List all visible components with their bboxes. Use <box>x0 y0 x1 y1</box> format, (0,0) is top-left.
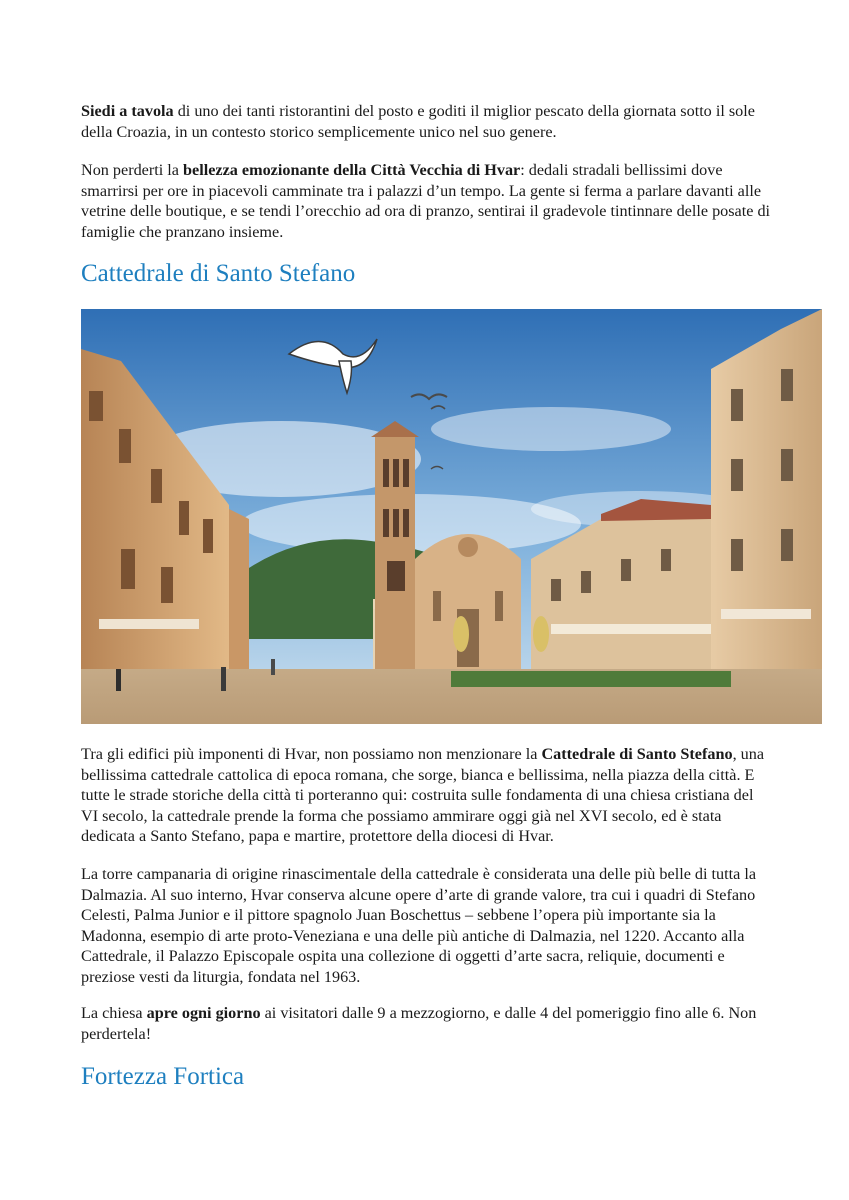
paragraph-text: di uno dei tanti ristorantini del posto e goditi il miglior pescato della giornata sotto il sole della Croazia, in un contesto storico semplicemente unico nel suo genere. <box>81 102 755 141</box>
bold-phrase: bellezza emozionante della Città Vecchia di Hvar <box>183 161 521 179</box>
paragraph-text: , una bellissima cattedrale cattolica di epoca romana, che sorge, bianca e bellissima, nella piazza della città. E tutte le strade storiche della città ti porteranno qui: costruita sulle fondamenta di una chiesa cristiana del VI secolo, la cattedrale prende la forma che possiamo ammirare oggi già nel XVI secolo, ed è stata dedicata a Santo Stefano, papa e martire, protettore della diocesi di Hvar. <box>81 745 765 846</box>
paragraph-text: : dedali stradali bellissimi dove smarrirsi per ore in piacevoli camminate tra i palazzi d’un tempo. La gente si ferma a parlare davanti alle vetrine delle boutique, e se tendi l’orecchio ad ora di pranzo, sentirai il gradevole tintinnare delle posate di famiglie che pranzano insieme. <box>81 161 771 241</box>
bold-phrase: apre ogni giorno <box>146 1004 261 1022</box>
cathedral-square-photo <box>81 309 822 724</box>
bold-phrase: Cattedrale di Santo Stefano <box>541 745 733 763</box>
paragraph-text: ai visitatori dalle 9 a mezzogiorno, e dalle 4 del pomeriggio fino alle 6. Non perdertela! <box>81 1004 757 1043</box>
bold-phrase: Siedi a tavola <box>81 102 174 120</box>
paragraph-text: Non perderti la <box>81 161 184 179</box>
section-heading-cathedral: Cattedrale di Santo Stefano <box>81 260 356 287</box>
paragraph-bell-tower: La torre campanaria di origine rinascimentale della cattedrale è considerata una delle più belle di tutta la Dalmazia. Al suo interno, Hvar conserva alcune opere d’arte di grande valore, tra cui i quadri di Stefano Celesti, Palma Junior e il pittore spagnolo Juan Boschettus – sebbene l’opera più importante sia la Madonna, esempio di arte proto-Veneziana e una delle più antiche di Dalmazia, nel 1220. Accanto alla Cattedrale, il Palazzo Episcopale ospita una collezione di oggetti d’arte sacra, reliquie, documenti e preziose vesti da liturgia, fondata nel 1963. <box>81 865 757 986</box>
paragraph-intro <box>81 101 771 142</box>
paragraph-opening-hours <box>81 1003 771 1044</box>
section-heading-fortress: Fortezza Fortica <box>81 1063 245 1090</box>
paragraph-text: Tra gli edifici più imponenti di Hvar, non possiamo non menzionare la <box>81 745 542 763</box>
paragraph-text: La chiesa <box>81 1004 147 1022</box>
paragraph-cathedral <box>81 744 771 847</box>
paragraph-old-town <box>81 160 771 242</box>
